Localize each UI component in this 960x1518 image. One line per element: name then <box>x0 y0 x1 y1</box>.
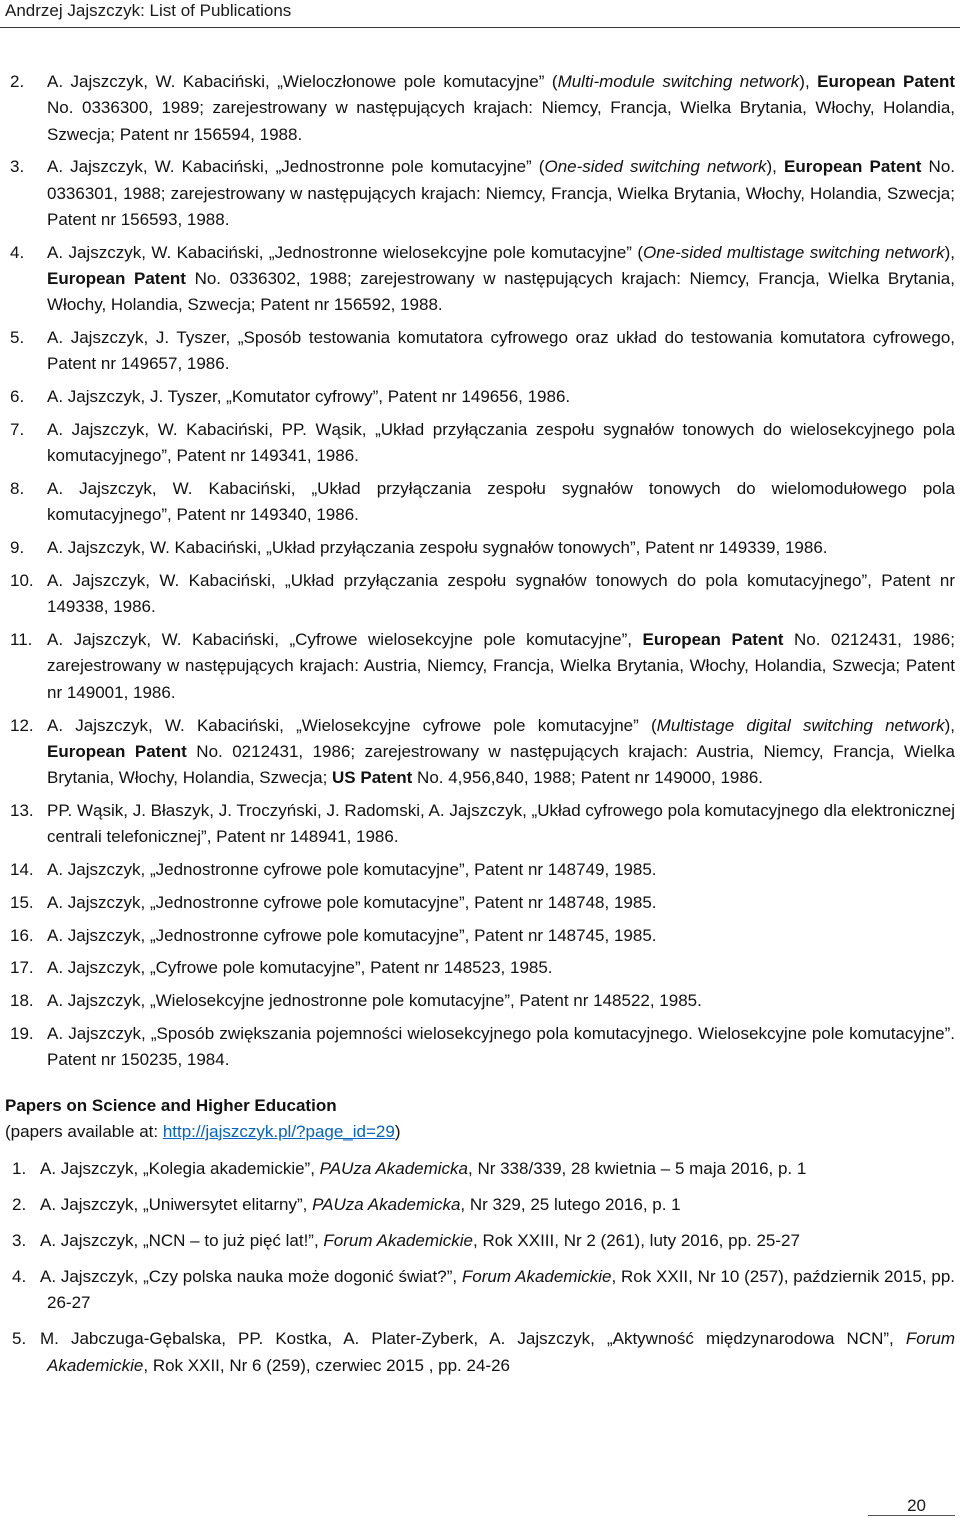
patent-item <box>0 240 955 319</box>
item-number: 15. <box>10 892 34 912</box>
item-number: 14. <box>10 860 34 880</box>
item-number: 13. <box>10 800 34 820</box>
text-segment: ), <box>766 157 784 177</box>
item-number: 10. <box>10 571 34 591</box>
patents-list <box>0 69 955 1074</box>
text-segment: , Nr 329, 25 lutego 2016, p. 1 <box>460 1195 681 1215</box>
item-text <box>47 535 955 561</box>
text-segment: A. Jajszczyk, W. Kabaciński, „Wieloczłonowe pole komutacyjne” ( <box>47 72 558 91</box>
footer-rule <box>868 1515 955 1516</box>
patent-item <box>0 627 955 706</box>
availability-prefix: (papers available at: <box>5 1121 163 1141</box>
item-text <box>47 890 955 916</box>
patent-item <box>0 713 955 792</box>
item-text <box>47 384 955 410</box>
text-segment: A. Jajszczyk, W. Kabaciński, „Układ przyłączania zespołu sygnałów tonowych do wielomodułowego pola komutacyjnego”, Patent nr 149340, 1986. <box>47 479 955 525</box>
bold-text: US Patent <box>332 768 413 788</box>
text-segment: No. 0336300, 1989; zarejestrowany w następujących krajach: Niemcy, Francja, Wielka Brytania, Włochy, Holandia, Szwecja; Patent nr 156594, 1988. <box>47 98 955 144</box>
item-number: 2. <box>10 72 25 91</box>
italic-title: Multistage digital switching network <box>656 715 945 735</box>
item-text <box>47 240 955 319</box>
patent-item <box>0 923 955 949</box>
item-text <box>40 1156 955 1182</box>
item-text <box>40 1264 955 1317</box>
item-text <box>47 325 955 378</box>
item-text <box>47 568 955 621</box>
text-segment: A. Jajszczyk, „Jednostronne cyfrowe pole komutacyjne”, Patent nr 148749, 1985. <box>47 860 657 880</box>
italic-title: PAUza Akademicka <box>312 1195 461 1215</box>
item-number: 9. <box>10 538 25 558</box>
item-number: 17. <box>10 958 34 978</box>
text-segment: ), <box>944 242 955 262</box>
bold-text: European Patent <box>47 269 186 289</box>
text-segment: A. Jajszczyk, W. Kabaciński, „Układ przyłączania zespołu sygnałów tonowych do pola komutacyjnego”, Patent nr 149338, 1986. <box>47 571 955 617</box>
bold-text: European Patent <box>47 741 187 761</box>
text-segment: No. 0212431, 1986; zarejestrowany w następujących krajach: Austria, Niemcy, Francja, Wielka Brytania, Włochy, Holandia, Szwecja; Patent nr 149001, 1986. <box>47 630 955 702</box>
papers-link[interactable]: http://jajszczyk.pl/?page_id=29 <box>162 1121 395 1141</box>
item-text <box>47 713 955 792</box>
availability-suffix: ) <box>394 1121 401 1141</box>
item-number: 3. <box>12 1231 27 1251</box>
patent-item <box>0 890 955 916</box>
text-segment: PP. Wąsik, J. Błaszyk, J. Troczyński, J. Radomski, A. Jajszczyk, „Układ cyfrowego pola komutacyjnego dla elektronicznej centrali telefonicznej”, Patent nr 148941, 1986. <box>47 800 955 847</box>
paper-item <box>0 1156 955 1182</box>
text-segment: , Nr 338/339, 28 kwietnia – 5 maja 2016, p. 1 <box>468 1159 807 1179</box>
item-number: 2. <box>12 1195 27 1215</box>
item-text <box>40 1326 955 1379</box>
item-text <box>47 154 955 233</box>
papers-list <box>0 1156 955 1379</box>
papers-availability-note <box>0 1119 955 1145</box>
patent-item <box>0 476 955 529</box>
patent-item <box>0 1021 955 1074</box>
paper-item <box>0 1192 955 1218</box>
item-number: 18. <box>10 991 34 1011</box>
item-text <box>40 1228 955 1254</box>
text-segment: No. 0336302, 1988; zarejestrowany w następujących krajach: Niemcy, Francja, Wielka Brytania, Włochy, Holandia, Szwecja; Patent nr 156592, 1988. <box>47 269 955 315</box>
item-text <box>47 417 955 470</box>
bold-text: European Patent <box>817 72 955 91</box>
text-segment: , Rok XXII, Nr 10 (257), październik 2015, pp. 26-27 <box>47 1267 955 1313</box>
text-segment: M. Jabczuga-Gębalska, PP. Kostka, A. Plater-Zyberk, A. Jajszczyk, „Aktywność międzynarodowa NCN”, <box>40 1329 906 1349</box>
text-segment: , Rok XXII, Nr 6 (259), czerwiec 2015 , pp. 24-26 <box>143 1355 510 1375</box>
patent-item <box>0 417 955 470</box>
patent-item <box>0 798 955 851</box>
item-text <box>47 923 955 949</box>
text-segment: A. Jajszczyk, W. Kabaciński, „Jednostronne wielosekcyjne pole komutacyjne” ( <box>47 242 644 262</box>
text-segment: No. 0212431, 1986; zarejestrowany w następujących krajach: Austria, Niemcy, Francja, Wielka Brytania, Włochy, Holandia, Szwecja; <box>47 741 955 788</box>
italic-title: One-sided switching network <box>544 157 767 177</box>
text-segment: A. Jajszczyk, „Jednostronne cyfrowe pole komutacyjne”, Patent nr 148748, 1985. <box>47 892 657 912</box>
item-text <box>47 1021 955 1074</box>
patent-item <box>0 857 955 883</box>
header-title: Andrzej Jajszczyk: List of Publications <box>5 1 292 20</box>
text-segment: No. 0336301, 1988; zarejestrowany w następujących krajach: Niemcy, Francja, Wielka Brytania, Włochy, Holandia, Szwecja; Patent nr 156593, 1988. <box>47 157 955 229</box>
italic-title: Forum Akademickie <box>47 1329 955 1375</box>
patent-item <box>0 325 955 378</box>
text-segment: A. Jajszczyk, „Czy polska nauka może dogonić świat?”, <box>40 1267 462 1287</box>
italic-title: PAUza Akademicka <box>319 1159 468 1179</box>
item-number: 3. <box>10 157 25 177</box>
paper-item <box>0 1228 955 1254</box>
item-number: 6. <box>10 387 25 407</box>
item-text <box>47 988 955 1014</box>
item-number: 4. <box>12 1267 27 1287</box>
text-segment: , Rok XXIII, Nr 2 (261), luty 2016, pp. 25-27 <box>473 1231 800 1251</box>
text-segment: A. Jajszczyk, W. Kabaciński, PP. Wąsik, „Układ przyłączania zespołu sygnałów tonowych do wielosekcyjnego pola komutacyjnego”, Patent nr 149341, 1986. <box>47 420 955 466</box>
patent-item <box>0 535 955 561</box>
item-number: 11. <box>10 630 33 650</box>
paper-item <box>0 1264 955 1317</box>
paper-item <box>0 1326 955 1379</box>
text-segment: A. Jajszczyk, W. Kabaciński, „Układ przyłączania zespołu sygnałów tonowych”, Patent nr 149339, 1986. <box>47 538 828 558</box>
item-number: 8. <box>10 479 25 499</box>
item-number: 12. <box>10 715 34 735</box>
item-number: 1. <box>12 1159 27 1179</box>
text-segment: A. Jajszczyk, W. Kabaciński, „Wielosekcyjne cyfrowe pole komutacyjne” ( <box>47 715 657 735</box>
item-text <box>47 476 955 529</box>
italic-title: Forum Akademickie <box>323 1231 473 1251</box>
text-segment: A. Jajszczyk, „Cyfrowe pole komutacyjne”, Patent nr 148523, 1985. <box>47 958 553 978</box>
text-segment: A. Jajszczyk, „Jednostronne cyfrowe pole komutacyjne”, Patent nr 148745, 1985. <box>47 925 657 945</box>
bold-text: European Patent <box>642 630 784 650</box>
text-segment: A. Jajszczyk, W. Kabaciński, „Jednostronne pole komutacyjne” ( <box>47 157 545 177</box>
patent-item <box>0 568 955 621</box>
document-body <box>0 69 960 1389</box>
item-number: 5. <box>10 328 25 348</box>
italic-title: Multi-module switching network <box>557 72 800 91</box>
patent-item <box>0 384 955 410</box>
item-text <box>47 955 955 981</box>
running-header <box>0 0 960 28</box>
text-segment: A. Jajszczyk, „NCN – to już pięć lat!”, <box>40 1231 324 1251</box>
item-text <box>40 1192 955 1218</box>
patent-item <box>0 988 955 1014</box>
item-number: 4. <box>10 242 25 262</box>
text-segment: A. Jajszczyk, „Uniwersytet elitarny”, <box>40 1195 313 1215</box>
text-segment: A. Jajszczyk, J. Tyszer, „Sposób testowania komutatora cyfrowego oraz układ do testowania komutatora cyfrowego, Patent nr 149657, 1986. <box>47 328 955 374</box>
page-number: 20 <box>907 1496 926 1515</box>
text-segment: No. 4,956,840, 1988; Patent nr 149000, 1986. <box>412 768 763 788</box>
item-number: 16. <box>10 925 34 945</box>
item-text <box>47 69 955 148</box>
text-segment: A. Jajszczyk, „Kolegia akademickie”, <box>40 1159 320 1179</box>
item-number: 5. <box>12 1329 27 1349</box>
text-segment: ), <box>944 715 956 735</box>
section-heading: Papers on Science and Higher Education <box>5 1095 337 1115</box>
item-number: 7. <box>10 420 25 440</box>
text-segment: A. Jajszczyk, W. Kabaciński, „Cyfrowe wielosekcyjne pole komutacyjne”, <box>47 630 643 650</box>
patent-item <box>0 955 955 981</box>
bold-text: European Patent <box>784 157 922 177</box>
italic-title: One-sided multistage switching network <box>643 242 945 262</box>
text-segment: A. Jajszczyk, „Sposób zwiększania pojemności wielosekcyjnego pola komutacyjnego. Wielosekcyjne pole komutacyjne”. Patent nr 150235, 1984. <box>47 1024 955 1070</box>
patent-item <box>0 69 955 148</box>
text-segment: A. Jajszczyk, J. Tyszer, „Komutator cyfrowy”, Patent nr 149656, 1986. <box>47 387 571 407</box>
item-number: 19. <box>10 1024 34 1043</box>
text-segment: A. Jajszczyk, „Wielosekcyjne jednostronne pole komutacyjne”, Patent nr 148522, 1985. <box>47 991 702 1011</box>
text-segment: ), <box>799 72 818 91</box>
italic-title: Forum Akademickie <box>461 1267 612 1287</box>
patent-item <box>0 154 955 233</box>
item-text <box>47 857 955 883</box>
item-text <box>47 627 955 706</box>
item-text <box>47 798 955 851</box>
